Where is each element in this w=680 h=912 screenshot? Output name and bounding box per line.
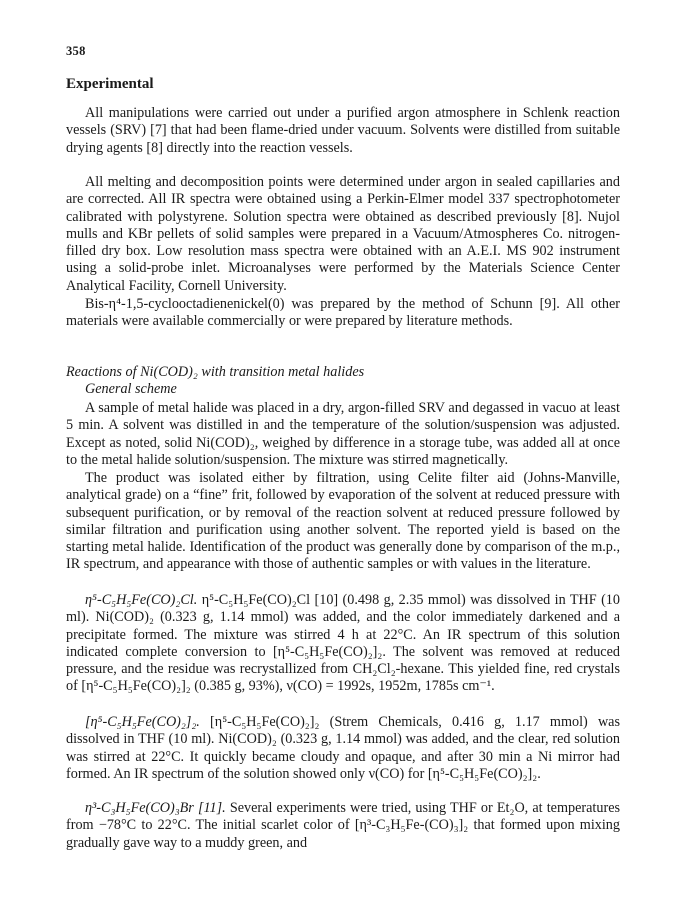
paragraph: All manipulations were carried out under a purified argon atmosphere in Schlenk reaction vessels (SRV) [7] that had been flame-dried under vacuum. Solvents were distilled from suitable drying agents [8] directly into the reaction vessels.	[66, 105, 620, 156]
page-number: 358	[66, 44, 86, 58]
paragraph-text: Several experiments were tried, using THF or Et₂O, at temperatures from −78°C to 22°C. The initial scarlet color of [η³-C₃H₅Fe-(CO)₃]₂ that formed upon mixing gradually gave way to a muddy green, and	[66, 800, 621, 851]
paragraph: Bis-η⁴-1,5-cyclooctadienenickel(0) was prepared by the method of Schunn [9]. All other materials were available commercially or were prepared by literature methods.	[66, 296, 620, 330]
subsection-subtitle: General scheme	[85, 381, 177, 397]
compound-title: [η⁵-C₅H₅Fe(CO)₂]₂.	[85, 714, 200, 730]
compound-title: η³-C₃H₅Fe(CO)₃Br [11].	[85, 800, 226, 816]
compound-title: η⁵-C₅H₅Fe(CO)₂Cl.	[85, 592, 198, 608]
paragraph-text: η⁵-C₅H₅Fe(CO)₂Cl [10] (0.498 g, 2.35 mmol) was dissolved in THF (10 ml). Ni(COD)₂ (0.323 g, 1.14 mmol) was added, and the color immediately darkened and a precipitate formed. The mixture was stirred 4 h at 22°C. An IR spectrum of this solution indicated complete conversion to [η⁵-C₅H₅Fe(CO)₂]₂. The solvent was removed at reduced pressure, and the residue was recrystallized from CH₂Cl₂-hexane. This yielded fine, red crystals of [η⁵-C₅H₅Fe(CO)₂]₂ (0.385 g, 93%), ν(CO) = 1992s, 1952m, 1785s cm⁻¹.	[66, 592, 620, 695]
paragraph-text: [η⁵-C₅H₅Fe(CO)₂]₂ (Strem Chemicals, 0.416 g, 1.17 mmol) was dissolved in THF (10 ml). Ni(COD)₂ (0.323 g, 1.14 mmol) was added, and the clear, red solution was stirred at 22°C. It quickly became cloudy and opaque, and after 30 min a Ni mirror had formed. An IR spectrum of the solution showed only ν(CO) for [η⁵-C₅H₅Fe(CO)₂]₂.	[66, 714, 621, 782]
paragraph	[66, 592, 620, 696]
paragraph	[66, 714, 620, 783]
paragraph: A sample of metal halide was placed in a dry, argon-filled SRV and degassed in vacuo at least 5 min. A solvent was distilled in and the temperature of the solution/suspension was adjusted. Except as noted, solid Ni(COD)₂, weighed by difference in a storage tube, was added all at once to the metal halide solution/suspension. The mixture was stirred magnetically.	[66, 400, 620, 468]
paragraph: All melting and decomposition points were determined under argon in sealed capillaries and are corrected. All IR spectra were obtained using a Perkin-Elmer model 337 spectrophotometer calibrated with polystyrene. Solution spectra were obtained as described previously [8]. Nujol mulls and KBr pellets of solid samples were prepared in a Vacuum/Atmospheres Co. nitrogen-filled dry box. Low resolution mass spectra were obtained with an A.E.I. MS 902 instrument using a solid-probe inlet. Microanalyses were performed by the Materials Science Center Analytical Facility, Cornell University.	[66, 174, 620, 294]
subsection-title: Reactions of Ni(COD)₂ with transition metal halides	[66, 364, 365, 380]
paragraph	[66, 800, 620, 852]
paragraph: The product was isolated either by filtration, using Celite filter aid (Johns-Manville, analytical grade) on a “fine” frit, followed by evaporation of the solvent at reduced pressure with subsequent purification, or by removal of the reaction solvent at reduced pressure followed by similar filtration and purification using another solvent. The reported yield is based on the starting metal halide. Identification of the product was generally done by comparison of the m.p., IR spectrum, and appearance with those of authentic samples or with values in the literature.	[66, 470, 620, 573]
section-heading: Experimental	[66, 76, 154, 92]
